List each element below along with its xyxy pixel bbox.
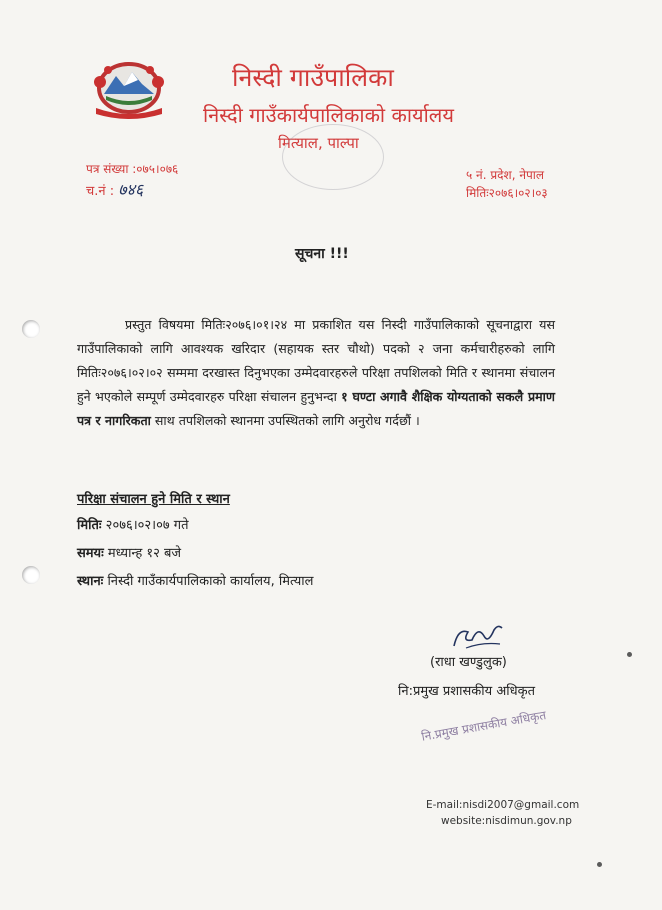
office-location: मित्याल, पाल्पा	[278, 134, 359, 152]
exam-section-title: परिक्षा संचालन हुने मिति र स्थान	[77, 492, 230, 507]
exam-place-row	[77, 571, 313, 589]
exam-time-label: समयः	[77, 546, 104, 561]
scan-speck	[597, 862, 602, 867]
round-seal-stamp	[282, 124, 384, 190]
notice-body-end: साथ तपशिलको स्थानमा उपस्थितको लागि अनुरोध गर्दछौं ।	[150, 413, 420, 428]
notice-body	[77, 313, 555, 433]
letter-number: पत्र संख्या :०७५।०७६	[86, 162, 179, 176]
chalani-label: च.नं :	[86, 184, 115, 199]
exam-time-row	[77, 543, 181, 561]
signatory-name: (राधा खण्डुलुक)	[430, 655, 507, 670]
punch-hole-top	[22, 320, 40, 338]
province-text: ५ नं. प्रदेश, नेपाल	[466, 168, 545, 182]
chalani-number: ७४६	[118, 180, 144, 199]
exam-date-value: २०७६।०२।०७ गते	[101, 518, 189, 533]
officer-stamp: नि.प्रमुख प्रशासकीय अधिकृत	[420, 708, 548, 744]
exam-time-value: मध्यान्ह १२ बजे	[103, 546, 182, 561]
office-name: निस्दी गाउँकार्यपालिकाको कार्यालय	[203, 103, 454, 127]
scan-speck	[627, 652, 632, 657]
exam-date-row	[77, 515, 188, 533]
exam-place-label: स्थानः	[77, 574, 104, 589]
signatory-title: नि:प्रमुख प्रशासकीय अधिकृत	[398, 684, 536, 699]
contact-website: website:nisdimun.gov.np	[441, 815, 572, 827]
exam-place-value: निस्दी गाउँकार्यपालिकाको कार्यालय, मित्याल	[103, 574, 314, 589]
contact-email: E-mail:nisdi2007@gmail.com	[426, 799, 580, 811]
municipality-name: निस्दी गाउँपालिका	[232, 63, 394, 92]
handwritten-signature	[448, 618, 508, 654]
notice-title: सूचना !!!	[295, 246, 349, 262]
letter-date: मितिः२०७६।०२।०३	[466, 186, 548, 200]
notice-body-emphasis: १ घण्टा अगावै शैक्षिक योग्यताको सकलै प्रमाण पत्र र नागरिकता	[77, 389, 556, 428]
exam-date-label: मितिः	[77, 518, 102, 533]
notice-body-text: प्रस्तुत विषयमा मितिः२०७६।०१।२४ मा प्रकाशित यस निस्दी गाउँपालिकाको सूचनाद्वारा यस गाउँपालिकाको लागि आवश्यक खरिदार (सहायक स्तर चौथो) पदको २ जना कर्मचारीहरुको लागि मितिः२०७६।०२।०२ सम्ममा दरखास्त दिनुभएका उम्मेदवारहरुले परिक्षा तपशिलको मिति र स्थानमा संचालन हुने भएकोले सम्पूर्ण उम्मेदवारहरु परिक्षा संचालन हुनुभन्दा	[77, 317, 555, 404]
chalani-number-row	[86, 178, 143, 200]
nepal-emblem-icon	[86, 58, 172, 120]
punch-hole-bottom	[22, 566, 40, 584]
